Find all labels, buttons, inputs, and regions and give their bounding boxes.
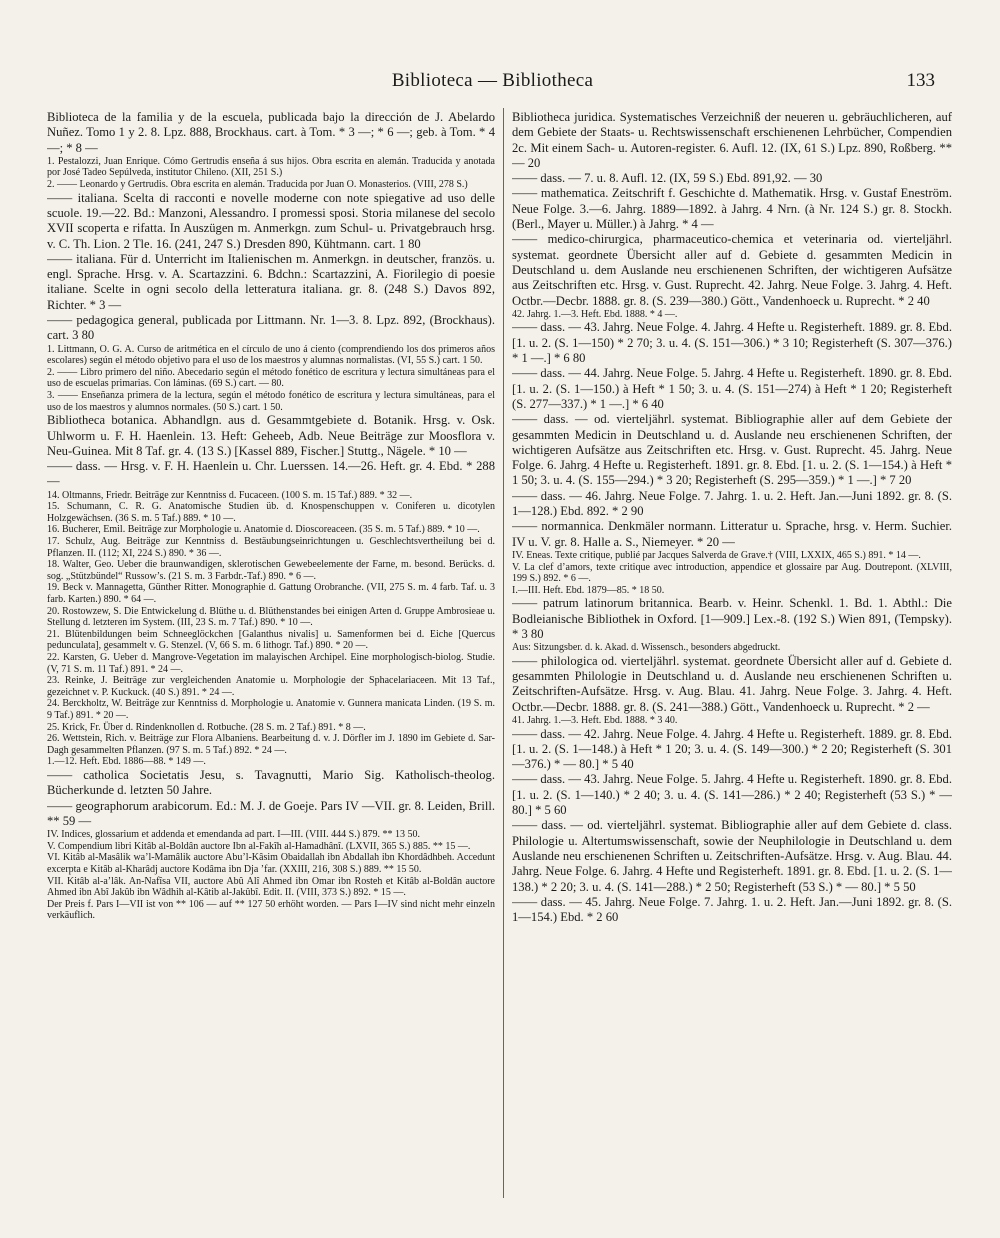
left-column-entry: VI. Kitâb al-Masâlik wa’l-Mamâlik auctore Abu’l-Kâsim Obaidallah ibn Abdallah ibn Khordâdhbeh. Accedunt excerpta e Kitâb al-Kharâdj auctore Kodâma ibn Dja ’far. (XXIII, 216, 308 S.) 889. ** 15 50. <box>47 852 495 875</box>
page-header <box>50 70 935 98</box>
running-head: Biblioteca — Bibliotheca <box>391 70 594 91</box>
right-column-entry: —— dass. — od. vierteljährl. systemat. Bibliographie aller auf dem Gebiete d. class. Philologie u. Altertumswissenschaft, sowie der Neuphilologie in Deutschland u. dem Auslande neu erschienenen Schriften u. Zeitschriften-Aufsätze. Hrsg. v. Aug. Blau. 44. Jahrg. Neue Folge. 6. Jahrg. 4 Hefte und Registerheft. 1891. gr. 8. Ebd. [1. u. 2. (S. 1—138.) * 2 20; 3. u. 4. (S. 141—288.) * 2 50; Registerheft (53 S.) * — 80.] * 5 50 <box>512 818 952 894</box>
left-column-entry: 25. Krick, Fr. Über d. Rindenknollen d. Rotbuche. (28 S. m. 2 Taf.) 891. * 8 —. <box>47 721 366 733</box>
right-column-entry: —— dass. — 42. Jahrg. Neue Folge. 4. Jahrg. 4 Hefte u. Registerheft. 1889. gr. 8. Ebd. [1. u. 2. (S. 1—148.) à Heft * 1 20; 3. u. 4. (S. 149—300.) * 2 20; Registerheft (S. 301—376.) * — 80.] * 5 40 <box>512 726 952 772</box>
left-column-entry: 20. Rostowzew, S. Die Entwickelung d. Blüthe u. d. Blüthenstandes bei einigen Arten d. Gruppe Ambrosieae u. Stellung d. letzteren im System. (III, 23 S. m. 7 Taf.) 890. * 10 —. <box>47 605 495 629</box>
left-column-entry: 17. Schulz, Aug. Beiträge zur Kenntniss d. Bestäubungseinrichtungen u. Geschlechtsvertheilung bei d. Pflanzen. II. (112; XI, 224 S.) 890. * 36 —. <box>47 536 495 559</box>
left-column-entry: 21. Blütenbildungen beim Schneeglöckchen [Galanthus nivalis] u. Samenformen bei d. Eiche [Quercus pedunculata], gesammelt v. G. Stenzel. (V, 66 S. m. 6 lithogr. Taf.) 890. * 20 —. <box>47 628 495 652</box>
left-column-entry: 1. Pestalozzi, Juan Enrique. Cómo Gertrudis enseña á sus hijos. Obra escrita en alemán. Traducida y anotada por José Tadeo Sepúlveda, institutor Chileno. (XII, 251 S.) <box>47 155 495 179</box>
left-column-entry: VII. Kitâb al-a’lâk. An-Nafîsa VII, auctore Abû Alî Ahmed ibn Omar ibn Rosteh et Kitâb al-Boldân auctore Ahmed ibn Abî Jakûb ibn Wâdhih al-Kâtib al-Jakûbî. Edit. II. (VIII, 373 S.) 892. * 15 —. <box>47 875 495 899</box>
left-column-entry: 23. Reinke, J. Beiträge zur vergleichenden Anatomie u. Morphologie der Sphacelariaceen. Mit 13 Taf., gezeichnet v. P. Kuckuck. (40 S.) 891. * 24 —. <box>47 675 495 698</box>
left-column-entry: V. Compendium libri Kitâb al-Boldân auctore Ibn al-Fakîh al-Hamadhânî. (LXVII, 365 S.) 885. ** 15 —. <box>47 840 471 852</box>
right-column-entry: —— mathematica. Zeitschrift f. Geschichte d. Mathematik. Hrsg. v. Gustaf Eneström. Neue Folge. 3.—6. Jahrg. 1889—1892. à Jahrg. 4 Nrn. (à Nr. 124 S.) gr. 8. Stockh. (Berl., Mayer u. Müller.) à Jahrg. * 4 — <box>512 186 952 232</box>
right-column-entry: 41. Jahrg. 1.—3. Heft. Ebd. 1888. * 3 40. <box>512 714 678 726</box>
left-column-entry: 2. —— Leonardo y Gertrudis. Obra escrita en alemán. Traducida por Juan O. Monasterios. (VIII, 278 S.) <box>47 179 468 191</box>
page-number: 133 <box>906 70 935 91</box>
right-column-entry: —— dass. — od. vierteljährl. systemat. Bibliographie aller auf dem Gebiete der gesammten Medicin in Deutschland u. d. Auslande neu erschienenen Schriften, der wichtigeren Aufsätze aus Zeitschriften etc. Hrsg. v. Gust. Ruprecht. 45. Jahrg. Neue Folge. 6. Jahrg. 4 Hefte u. Registerheft. 1891. gr. 8. Ebd. [1. u. 2. (S. 1—154.) à Heft * 1 50; 3. u. 4. (S. 155—294.) * 3 20; Registerheft (S. 295—359.) * 1 —.] * 7 20 <box>512 412 952 488</box>
right-column-entry: V. La clef d’amors, texte critique avec introduction, appendice et glossaire par Aug. Doutrepont. (XLVIII, 199 S.) 892. * 6 —. <box>512 561 952 585</box>
left-column-entry: 15. Schumann, C. R. G. Anatomische Studien üb. d. Knospenschuppen v. Coniferen u. dicotylen Holzgewächsen. (36 S. m. 5 Taf.) 889. * 10 —. <box>47 501 495 524</box>
left-column-entry: —— catholica Societatis Jesu, s. Tavagnutti, Mario Sig. Katholisch-theolog. Bücherkunde d. letzten 50 Jahre. <box>47 767 495 798</box>
left-column-entry: —— italiana. Scelta di racconti e novelle moderne con note spiegative ad uso delle scuole. 19.—22. Bd.: Manzoni, Alessandro. I promessi sposi. Storia milanese del secolo XVII scoperta e rifatta. In Auszügen m. Anmerkgn. zum Schul- u. Privatgebrauch hrsg. v. C. Th. Lion. 2 Tle. 16. (241, 247 S.) Dresden 890, Kühtmann. cart. 1 80 <box>47 190 495 251</box>
left-column-entry: 19. Beck v. Mannagetta, Günther Ritter. Monographie d. Gattung Orobranche. (VII, 275 S. m. 4 farb. Taf. u. 3 farb. Karten.) 890. * 64 —. <box>47 582 495 606</box>
left-column-entry: 1.—12. Heft. Ebd. 1886—88. * 149 —. <box>47 756 206 768</box>
right-column-entry: 42. Jahrg. 1.—3. Heft. Ebd. 1888. * 4 —. <box>512 308 678 320</box>
left-column <box>47 110 495 1210</box>
right-column-entry: I.—III. Heft. Ebd. 1879—85. * 18 50. <box>512 584 665 596</box>
right-column-entry: IV. Eneas. Texte critique, publié par Jacques Salverda de Grave.† (VIII, LXXIX, 465 S.) 891. * 14 —. <box>512 549 921 561</box>
left-column-entry: —— italiana. Für d. Unterricht im Italienischen m. Anmerkgn. in deutscher, französ. u. engl. Sprache. Hrsg. v. A. Scartazzini. 6. Bdchn.: Scartazzini, A. Fiorilegio di poesie italiane. Scelte in ogni secolo della letteratura italiana. gr. 8. (248 S.) Davos 892, Richter. * 3 — <box>47 251 495 312</box>
left-column-entry: 26. Wettstein, Rich. v. Beiträge zur Flora Albaniens. Bearbeitung d. v. J. Dörfler im J. 1890 im Gebiete d. Sar-Dagh gesammelten Pflanzen. (97 S. m. 5 Taf.) 892. * 24 —. <box>47 733 495 756</box>
left-column-entry: 18. Walter, Geo. Ueber die braunwandigen, sklerotischen Gewebeelemente der Farne, m. besond. Berücks. d. sog. „Stützbündel“ Russow’s. (21 S. m. 3 Farbdr.-Taf.) 890. * 6 —. <box>47 559 495 582</box>
left-column-entry: —— geographorum arabicorum. Ed.: M. J. de Goeje. Pars IV —VII. gr. 8. Leiden, Brill. ** 59 — <box>47 798 495 828</box>
right-column-entry: —— dass. — 44. Jahrg. Neue Folge. 5. Jahrg. 4 Hefte u. Registerheft. 1890. gr. 8. Ebd. [1. u. 2. (S. 1—150.) à Heft * 1 50; 3. u. 4. (S. 151—274) à Heft * 1 20; Registerheft (S. 277—337.) * 1 —.] * 6 40 <box>512 366 952 411</box>
right-column <box>512 110 952 1210</box>
left-column-entry: 24. Berckholtz, W. Beiträge zur Kenntniss d. Morphologie u. Anatomie v. Gunnera manicata Linden. (19 S. m. 9 Taf.) 891. * 20 —. <box>47 698 495 721</box>
left-column-entry: 1. Littmann, O. G. A. Curso de aritmética en el círculo de uno á ciento (comprendiendo los dos primeros años escolares) según el método objetivo para el uso de los maestros y alumnas normalistas. (VI, 55 S.) cart. 1 50. <box>47 343 495 367</box>
right-column-entry: —— philologica od. vierteljährl. systemat. geordnete Übersicht aller auf d. Gebiete d. gesammten Philologie in Deutschland u. d. Auslande neu erschienenen Schriften u. Zeitschriften-Aufsätze. Hrsg. v. Aug. Blau. 41. Jahrg. Neue Folge. 3. Jahrg. 4. Heft. Octbr.—Decbr. 1888. gr. 8. (S. 241—388.) Gött., Vandenhoeck u. Ruprecht. * 2 — <box>512 653 952 714</box>
right-column-entry: —— patrum latinorum britannica. Bearb. v. Heinr. Schenkl. 1. Bd. 1. Abthl.: Die Bodleianische Bibliothek in Oxford. [1—909.] Lex.-8. (192 S.) Wien 891, (Tempsky). * 3 80 <box>512 596 952 641</box>
left-column-entry: 3. —— Enseñanza primera de la lectura, según el método fonético de escritura y lectura simultáneas, para el uso de los maestros y alumnos normales. (50 S.) cart. 1 50. <box>47 390 495 413</box>
left-column-entry: —— dass. — Hrsg. v. F. H. Haenlein u. Chr. Luerssen. 14.—26. Heft. gr. 4. Ebd. * 288 — <box>47 459 495 489</box>
right-column-entry: —— dass. — 46. Jahrg. Neue Folge. 7. Jahrg. 1. u. 2. Heft. Jan.—Juni 1892. gr. 8. (S. 1—128.) Ebd. 892. * 2 90 <box>512 488 952 519</box>
right-column-entry: —— dass. — 43. Jahrg. Neue Folge. 4. Jahrg. 4 Hefte u. Registerheft. 1889. gr. 8. Ebd. [1. u. 2. (S. 1—150) * 2 70; 3. u. 4. (S. 151—306.) * 3 10; Registerheft (S. 307—376.) * 1 —.] * 6 80 <box>512 320 952 366</box>
column-divider <box>503 108 504 1198</box>
left-column-entry: IV. Indices, glossarium et addenda et emendanda ad part. I—III. (VIII. 444 S.) 879. ** 13 50. <box>47 829 421 841</box>
right-column-entry: —— dass. — 45. Jahrg. Neue Folge. 7. Jahrg. 1. u. 2. Heft. Jan.—Juni 1892. gr. 8. (S. 1—154.) Ebd. * 2 60 <box>512 894 952 925</box>
left-column-entry: 14. Oltmanns, Friedr. Beiträge zur Kenntniss d. Fucaceen. (100 S. m. 15 Taf.) 889. * 32 —. <box>47 489 413 501</box>
left-column-entry: Biblioteca de la familia y de la escuela, publicada bajo la dirección de J. Abelardo Nuñez. Tomo 1 y 2. 8. Lpz. 888, Brockhaus. cart. à Tom. * 3 —; * 6 —; geb. à Tom. * 4 —; * 8 — <box>47 110 495 155</box>
right-column-entry: —— normannica. Denkmäler normann. Litteratur u. Sprache, hrsg. v. Herm. Suchier. IV u. V. gr. 8. Halle a. S., Niemeyer. * 20 — <box>512 519 952 549</box>
left-column-entry: 22. Karsten, G. Ueber d. Mangrove-Vegetation im malayischen Archipel. Eine morphologisch-biolog. Studie. (V, 71 S. m. 11 Taf.) 891. * 24 —. <box>47 652 495 675</box>
left-column-entry: Bibliotheca botanica. Abhandlgn. aus d. Gesammtgebiete d. Botanik. Hrsg. v. Osk. Uhlworm u. F. H. Haenlein. 13. Heft: Geheeb, Adb. Neue Beiträge zur Moosflora v. Neu-Guinea. Mit 8 Taf. gr. 4. (13 S.) [Kassel 889, Fischer.] Stuttg., Nägele. * 10 — <box>47 413 495 458</box>
left-column-entry: 2. —— Libro primero del niño. Abecedario según el método fonético de escritura y lectura simultáneas para el uso de escuelas primarias. Con láminas. (69 S.) cart. — 80. <box>47 366 495 390</box>
right-column-entry: Aus: Sitzungsber. d. k. Akad. d. Wissensch., besonders abgedruckt. <box>512 642 781 654</box>
left-column-entry: Der Preis f. Pars I—VII ist von ** 106 — auf ** 127 50 erhöht worden. — Pars I—IV sind nicht mehr einzeln verkäuflich. <box>47 898 495 922</box>
right-column-entry: —— dass. — 7. u. 8. Aufl. 12. (IX, 59 S.) Ebd. 891,92. — 30 <box>512 171 823 186</box>
left-column-entry: 16. Bucherer, Emil. Beiträge zur Morphologie u. Anatomie d. Dioscoreaceen. (35 S. m. 5 Taf.) 889. * 10 —. <box>47 524 480 536</box>
left-column-entry: —— pedagogica general, publicada por Littmann. Nr. 1—3. 8. Lpz. 892, (Brockhaus). cart. 3 80 <box>47 313 495 343</box>
right-column-entry: —— medico-chirurgica, pharmaceutico-chemica et veterinaria od. vierteljährl. systemat. geordnete Übersicht aller auf d. Gebiete d. gesammten Medicin in Deutschland u. dem Auslande neu erschienenen Schriften, der wichtigeren Aufsätze aus Zeitschriften etc. Hrsg. v. Gust. Ruprecht. 42. Jahrg. Neue Folge. 3. Jahrg. 4. Heft. Octbr.—Decbr. 1888. gr. 8. (S. 239—380.) Gött., Vandenhoeck u. Ruprecht. * 2 40 <box>512 232 952 308</box>
right-column-entry: —— dass. — 43. Jahrg. Neue Folge. 5. Jahrg. 4 Hefte u. Registerheft. 1890. gr. 8. Ebd. [1. u. 2. (S. 1—140.) * 2 40; 3. u. 4. (S. 141—286.) * 2 40; Registerheft (53 S.) * — 80.] * 5 60 <box>512 772 952 818</box>
right-column-entry: Bibliotheca juridica. Systematisches Verzeichniß der neueren u. gebräuchlicheren, auf dem Gebiete der Staats- u. Rechtswissenschaft erschienenen Lehrbücher, Compendien 2c. Mit einem Sach- u. Autoren-register. 6. Aufl. 12. (IX, 61 S.) Lpz. 890, Roßberg. ** — 20 <box>512 110 952 170</box>
